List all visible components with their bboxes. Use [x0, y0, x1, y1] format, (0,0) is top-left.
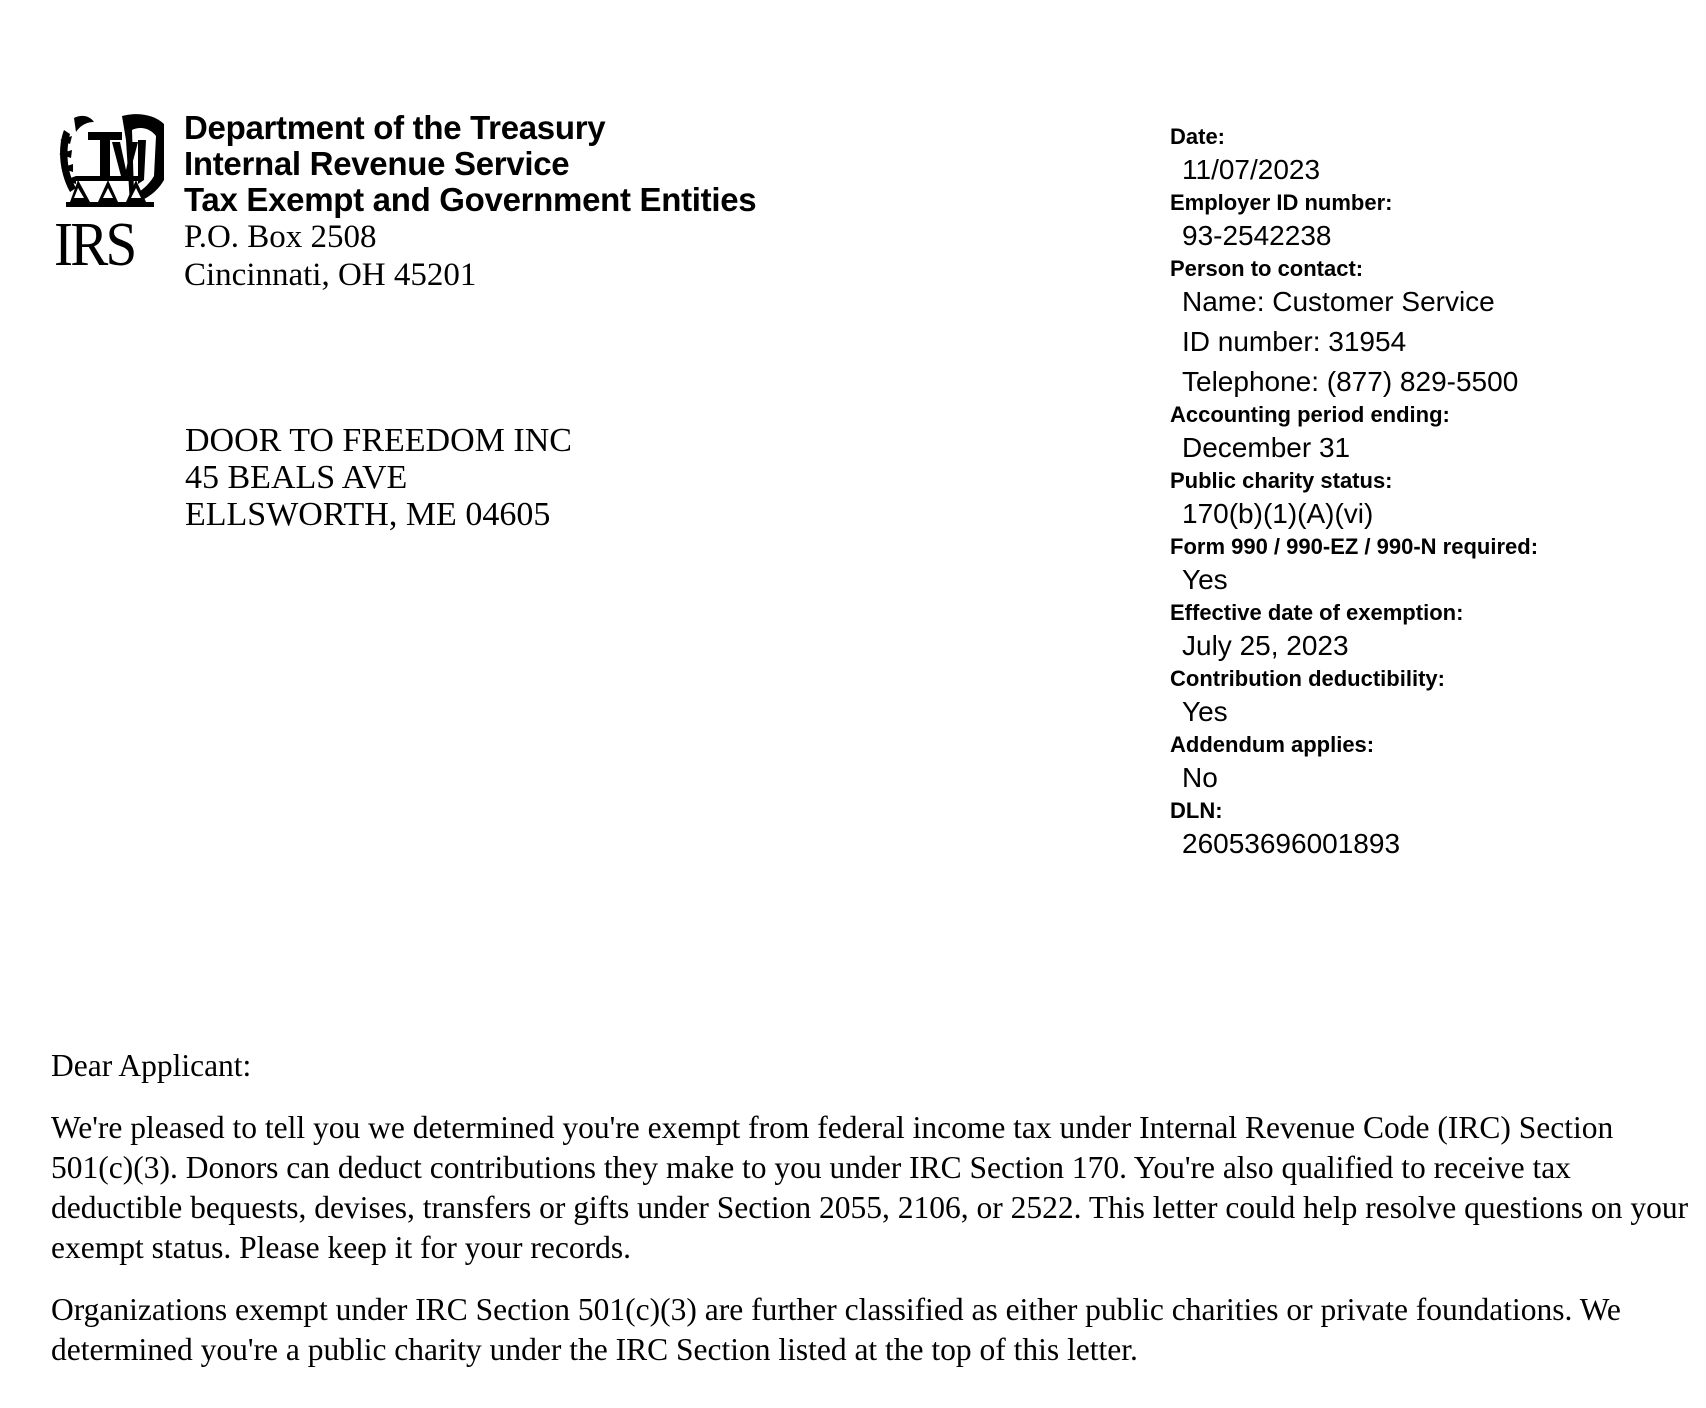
contact-telephone: Telephone: (877) 829-5500	[1182, 366, 1519, 397]
dln-value: 26053696001893	[1182, 828, 1401, 859]
contribution-deductibility-value: Yes	[1182, 696, 1228, 727]
agency-service: Internal Revenue Service	[184, 145, 570, 182]
irs-eagle-emblem-icon	[56, 110, 168, 210]
paragraph-exemption: We're pleased to tell you we determined you're exempt from federal income tax under Internal Revenue Code (IRC) Section 501(c)(3). Donors can deduct contributions they make to you under IRC Section 170. You're also qualified to receive tax deductible bequests, devises, transfers or gifts under Section 2055, 2106, or 2522. This letter could help resolve questions on your exempt status. Please keep it for your records.	[51, 1110, 1689, 1265]
recipient-street: 45 BEALS AVE	[185, 459, 408, 496]
addendum-value: No	[1182, 762, 1218, 793]
agency-letterhead	[184, 110, 756, 294]
salutation: Dear Applicant:	[51, 1048, 252, 1083]
accounting-period-label: Accounting period ending:	[1170, 402, 1450, 427]
effective-date-value: July 25, 2023	[1182, 630, 1349, 661]
recipient-name: DOOR TO FREEDOM INC	[185, 422, 572, 459]
contact-id-number: ID number: 31954	[1182, 326, 1407, 357]
irs-logo-text: IRS	[54, 211, 135, 279]
effective-date-label: Effective date of exemption:	[1170, 600, 1464, 625]
contribution-deductibility-label: Contribution deductibility:	[1170, 666, 1445, 691]
public-charity-status-value: 170(b)(1)(A)(vi)	[1182, 498, 1374, 529]
letter-body	[51, 1046, 1701, 1392]
form-required-value: Yes	[1182, 564, 1228, 595]
contact-name: Name: Customer Service	[1182, 286, 1495, 317]
dln-label: DLN:	[1170, 798, 1223, 823]
agency-po-box: P.O. Box 2508	[184, 219, 377, 255]
letter-info-panel	[1170, 124, 1690, 864]
form-required-label: Form 990 / 990-EZ / 990-N required:	[1170, 534, 1539, 559]
agency-division: Tax Exempt and Government Entities	[184, 181, 757, 218]
employer-id-label: Employer ID number:	[1170, 190, 1393, 215]
contact-label: Person to contact:	[1170, 256, 1364, 281]
agency-city-state-zip: Cincinnati, OH 45201	[184, 257, 477, 293]
date-label: Date:	[1170, 124, 1226, 149]
recipient-city-state-zip: ELLSWORTH, ME 04605	[185, 496, 551, 533]
recipient-address	[185, 422, 572, 533]
public-charity-status-label: Public charity status:	[1170, 468, 1393, 493]
accounting-period-value: December 31	[1182, 432, 1351, 463]
employer-id-value: 93-2542238	[1182, 220, 1332, 251]
paragraph-classification: Organizations exempt under IRC Section 501(c)(3) are further classified as either public charities or private foundations. We determined you're a public charity under the IRC Section listed at the top of this letter.	[51, 1292, 1621, 1367]
agency-department: Department of the Treasury	[184, 109, 606, 146]
addendum-label: Addendum applies:	[1170, 732, 1375, 757]
date-value: 11/07/2023	[1182, 154, 1321, 185]
